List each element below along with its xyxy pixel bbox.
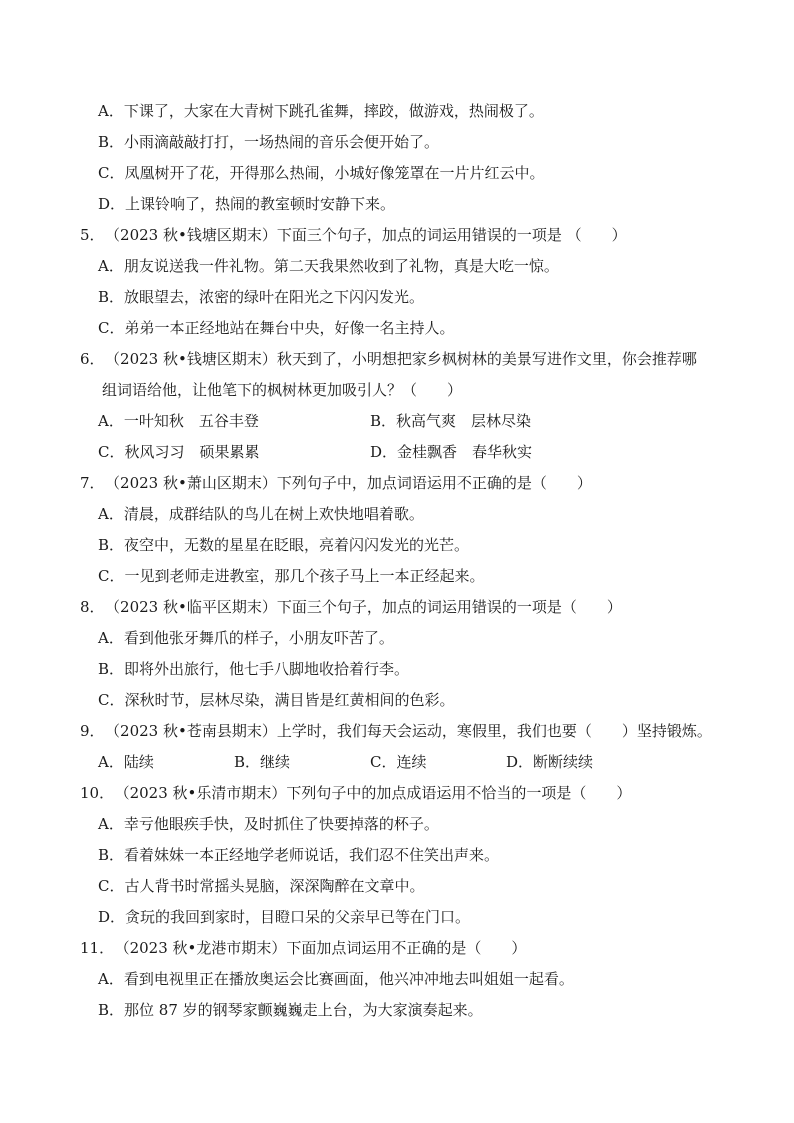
answer-option: C．连续 bbox=[370, 753, 427, 771]
answer-option: C．秋风习习 硕果累累 bbox=[98, 443, 260, 461]
option-row bbox=[80, 437, 730, 468]
answer-option: C．凤凰树开了花，开得那么热闹，小城好像笼罩在一片片红云中。 bbox=[98, 164, 545, 182]
answer-option: A．下课了，大家在大青树下跳孔雀舞，摔跤，做游戏，热闹极了。 bbox=[98, 102, 544, 120]
question-text: （2023 秋•乐清市期末）下列句子中的加点成语运用不恰当的一项是（ ） bbox=[122, 784, 632, 802]
question-number: 8． bbox=[80, 598, 105, 616]
question-text: （2023 秋•苍南县期末）上学时，我们每天会运动，寒假里，我们也要（ ）坚持锻炼。 bbox=[112, 722, 712, 740]
question-text: （2023 秋•临平区期末）下面三个句子，加点的词运用错误的一项是（ ） bbox=[112, 598, 622, 616]
answer-option: C．深秋时节，层林尽染，满目皆是红黄相间的色彩。 bbox=[98, 691, 455, 709]
question-stem bbox=[80, 220, 730, 251]
answer-option: A．陆续 bbox=[98, 753, 154, 771]
answer-option: B．继续 bbox=[234, 753, 291, 771]
question-stem bbox=[80, 716, 730, 747]
answer-option: A．朋友说送我一件礼物。第二天我果然收到了礼物，真是大吃一惊。 bbox=[98, 257, 559, 275]
question-text: （2023 秋•钱塘区期末）下面三个句子，加点的词运用错误的一项是 （ ） bbox=[112, 226, 627, 244]
answer-option: B．看着妹妹一本正经地学老师说话，我们忍不住笑出声来。 bbox=[98, 846, 500, 864]
answer-option: B．即将外出旅行，他七手八脚地收拾着行李。 bbox=[98, 660, 410, 678]
question-number: 6． bbox=[80, 350, 105, 368]
answer-option: B．夜空中，无数的星星在眨眼，亮着闪闪发光的光芒。 bbox=[98, 536, 470, 554]
answer-option: A．清晨，成群结队的鸟儿在树上欢快地唱着歌。 bbox=[98, 505, 424, 523]
answer-option: C．古人背书时常摇头晃脑，深深陶醉在文章中。 bbox=[98, 877, 425, 895]
question-text: （2023 秋•萧山区期末）下列句子中，加点词语运用不正确的是（ ） bbox=[112, 474, 592, 492]
answer-option: B．放眼望去，浓密的绿叶在阳光之下闪闪发光。 bbox=[98, 288, 425, 306]
question-number: 7． bbox=[80, 474, 105, 492]
answer-option: A．幸亏他眼疾手快，及时抓住了快要掉落的杯子。 bbox=[98, 815, 439, 833]
answer-option: A．一叶知秋 五谷丰登 bbox=[98, 412, 259, 430]
question-text: （2023 秋•龙港市期末）下面加点词运用不正确的是（ ） bbox=[122, 939, 527, 957]
option-row bbox=[80, 406, 730, 437]
question-stem bbox=[80, 592, 730, 623]
answer-option: C．弟弟一本正经地站在舞台中央，好像一名主持人。 bbox=[98, 319, 455, 337]
answer-option: B．小雨滴敲敲打打，一场热闹的音乐会便开始了。 bbox=[98, 133, 440, 151]
question-number: 9． bbox=[80, 722, 105, 740]
answer-option: D．贪玩的我回到家时，目瞪口呆的父亲早已等在门口。 bbox=[98, 908, 471, 926]
answer-option: B．那位 87 岁的钢琴家颤巍巍走上台，为大家演奏起来。 bbox=[98, 1001, 483, 1019]
question-stem bbox=[80, 778, 730, 809]
question-number: 5． bbox=[80, 226, 105, 244]
answer-option: D．上课铃响了，热闹的教室顿时安静下来。 bbox=[98, 195, 396, 213]
option-row bbox=[80, 747, 730, 778]
answer-option: B．秋高气爽 层林尽染 bbox=[370, 412, 532, 430]
question-text-continued: 组词语给他，让他笔下的枫树林更加吸引人？（ ） bbox=[102, 381, 463, 399]
question-stem bbox=[80, 933, 730, 964]
answer-option: D．断断续续 bbox=[506, 753, 594, 771]
answer-option: C．一见到老师走进教室，那几个孩子马上一本正经起来。 bbox=[98, 567, 485, 585]
question-number: 11． bbox=[80, 939, 115, 957]
question-text: （2023 秋•钱塘区期末）秋天到了，小明想把家乡枫树林的美景写进作文里，你会推荐哪 bbox=[112, 350, 697, 368]
answer-option: D．金桂飘香 春华秋实 bbox=[370, 443, 533, 461]
question-stem bbox=[80, 344, 730, 375]
question-number: 10． bbox=[80, 784, 115, 802]
question-stem bbox=[80, 468, 730, 499]
answer-option: A．看到电视里正在播放奥运会比赛画面，他兴冲冲地去叫姐姐一起看。 bbox=[98, 970, 574, 988]
answer-option: A．看到他张牙舞爪的样子，小朋友吓苦了。 bbox=[98, 629, 394, 647]
question-list bbox=[80, 96, 730, 1026]
